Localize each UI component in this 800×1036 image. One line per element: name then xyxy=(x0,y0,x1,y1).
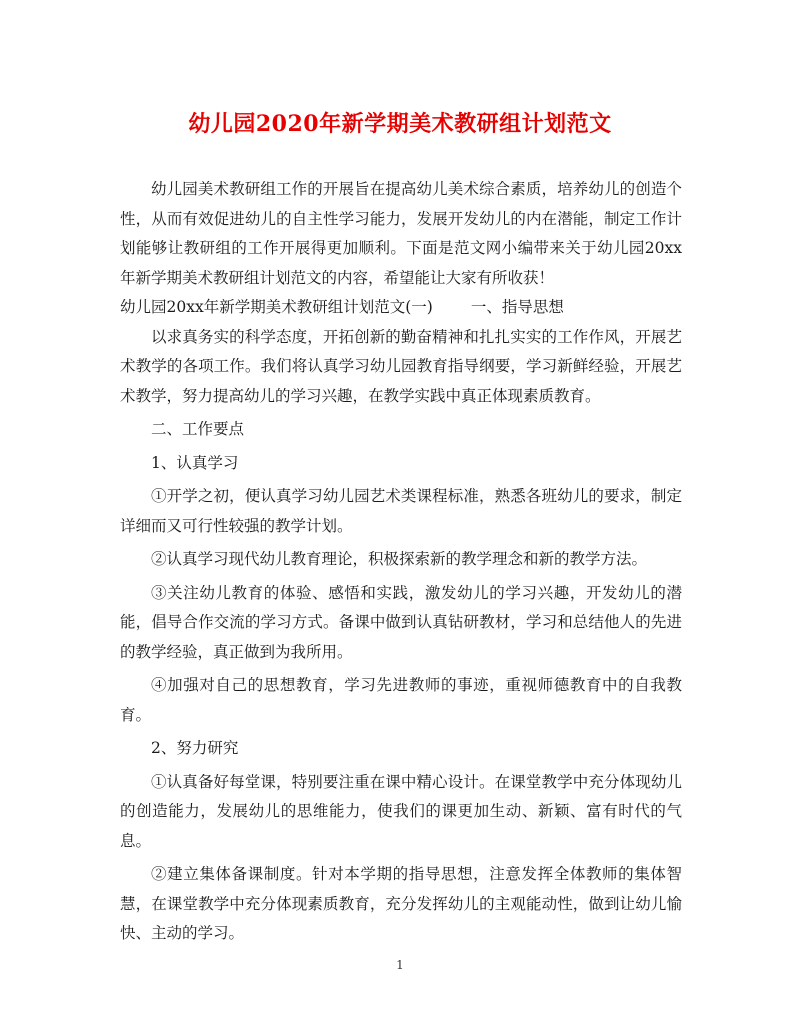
guiding-ideology-paragraph: 以求真务实的科学态度，开拓创新的勤奋精神和扎扎实实的工作作风，开展艺术教学的各项工作。我们将认真学习幼儿园教育指导纲要，学习新鲜经验，开展艺术教学，努力提高幼儿的学习兴趣，在教学实践中真正体现素质教育。 xyxy=(120,327,682,405)
subsection-heading-study: 1、认真学习 xyxy=(151,453,239,472)
list-item: ①认真备好每堂课，特别要注重在课中精心设计。在课堂教学中充分体现幼儿的创造能力，发展幼儿的思维能力，使我们的课更加生动、新颖、富有时代的气息。 xyxy=(120,772,682,850)
section-heading-guiding-ideology: 一、指导思想 xyxy=(470,298,564,316)
list-item: ①开学之初，便认真学习幼儿园艺术类课程标准，熟悉各班幼儿的要求，制定详细而又可行性较强的教学计划。 xyxy=(120,487,682,535)
document-subtitle: 幼儿园20xx年新学期美术教研组计划范文(一) xyxy=(120,298,433,316)
list-item: ②认真学习现代幼儿教育理论，积极探索新的教学理念和新的教学方法。 xyxy=(151,550,648,568)
section-heading-work-points: 二、工作要点 xyxy=(151,420,245,438)
subsection-heading-research: 2、努力研究 xyxy=(151,739,239,757)
list-item: ④加强对自己的思想教育，学习先进教师的事迹，重视师德教育中的自我教育。 xyxy=(120,676,682,724)
page-number: 1 xyxy=(396,958,404,972)
intro-paragraph: 幼儿园美术教研组工作的开展旨在提高幼儿美术综合素质，培养幼儿的创造个性，从而有效促进幼儿的自主性学习能力，发展开发幼儿的内在潜能，制定工作计划能够让教研组的工作开展得更加顺利。下面是范文网小编带来关于幼儿园20xx年新学期美术教研组计划范文的内容，希望能让大家有所收获！ xyxy=(120,180,682,287)
list-item: ②建立集体备课制度。针对本学期的指导思想，注意发挥全体教师的集体智慧，在课堂教学中充分体现素质教育，充分发挥幼儿的主观能动性，做到让幼儿愉快、主动的学习。 xyxy=(120,865,682,942)
document-body xyxy=(120,175,682,949)
document-title: 幼儿园2020年新学期美术教研组计划范文 xyxy=(188,111,612,137)
list-item: ③关注幼儿教育的体验、感悟和实践，激发幼儿的学习兴趣，开发幼儿的潜能，倡导合作交流的学习方式。备课中做到认真钻研教材，学习和总结他人的先进的教学经验，真正做到为我所用。 xyxy=(120,583,682,661)
subtitle-line xyxy=(120,293,682,323)
